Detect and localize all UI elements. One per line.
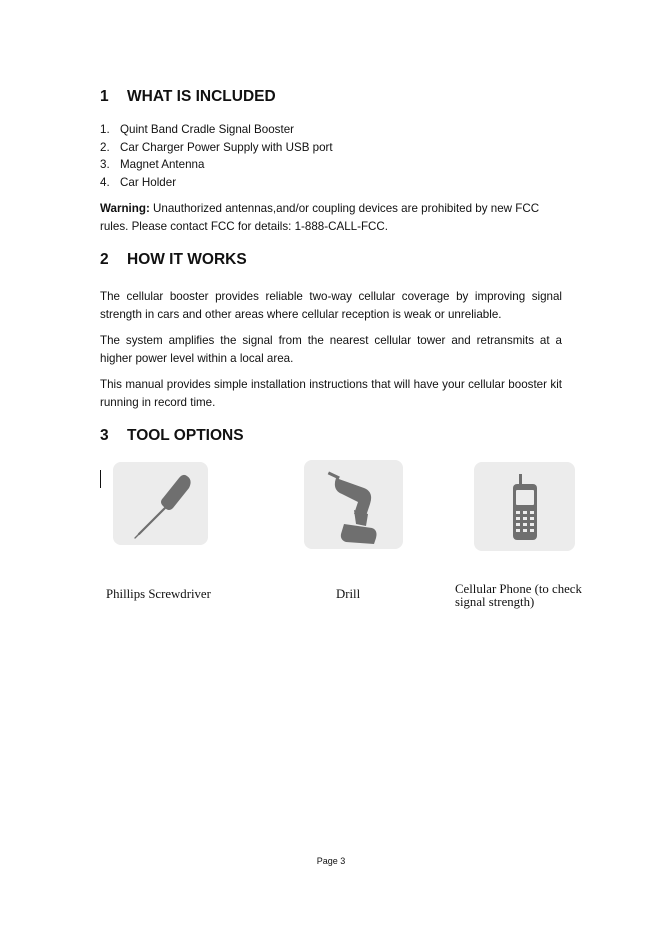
screwdriver-icon — [121, 468, 201, 540]
list-item-index: 2. — [100, 140, 110, 154]
list-item-text: Magnet Antenna — [120, 158, 205, 171]
included-items-list — [100, 121, 333, 191]
tool-label-drill: Drill — [336, 587, 361, 601]
section-heading-included — [100, 88, 276, 106]
warning-text: Unauthorized antennas,and/or coupling devices are prohibited by new FCC rules. Please contact FCC for details: 1-888-CALL-FCC. — [100, 202, 540, 233]
list-item-text: Car Holder — [120, 175, 177, 189]
list-item-index: 4. — [100, 175, 110, 189]
tool-card-screwdriver — [113, 462, 208, 545]
warning-paragraph — [100, 200, 562, 235]
list-item-text: Car Charger Power Supply with USB port — [120, 140, 333, 154]
section-title: HOW IT WORKS — [127, 251, 247, 268]
section-number: 2 — [100, 251, 109, 268]
how-paragraph-2: The system amplifies the signal from the nearest cellular tower and retransmits at a higher power level within a local area. — [100, 334, 562, 365]
list-item-text: Quint Band Cradle Signal Booster — [120, 123, 295, 136]
list-item-index: 1. — [100, 123, 110, 136]
section-title: TOOL OPTIONS — [127, 427, 244, 444]
section-title: WHAT IS INCLUDED — [127, 88, 276, 105]
section-heading-how — [100, 251, 247, 269]
section-number: 1 — [100, 88, 109, 105]
tool-label-screwdriver: Phillips Screwdriver — [106, 587, 211, 601]
warning-label: Warning: — [100, 202, 150, 215]
list-item-index: 3. — [100, 158, 110, 171]
section-heading-tools — [100, 427, 244, 445]
how-paragraph-3: This manual provides simple installation instructions that will have your cellular booster kit running in record time. — [100, 378, 562, 409]
list-item — [100, 121, 333, 139]
cell-phone-icon — [495, 468, 555, 546]
list-item — [100, 139, 333, 157]
tool-label-phone: Cellular Phone (to check signal strength) — [455, 582, 582, 609]
list-item — [100, 156, 333, 174]
tool-card-phone — [474, 462, 575, 551]
how-paragraph-1: The cellular booster provides reliable two-way cellular coverage by improving signal strength in cars and other areas where cellular reception is weak or unreliable. — [100, 290, 562, 321]
text-cursor — [100, 470, 101, 488]
section-number: 3 — [100, 427, 109, 444]
tool-card-drill — [304, 460, 403, 549]
page-number: Page 3 — [316, 856, 346, 866]
list-item — [100, 174, 333, 192]
drill-icon — [314, 464, 394, 546]
